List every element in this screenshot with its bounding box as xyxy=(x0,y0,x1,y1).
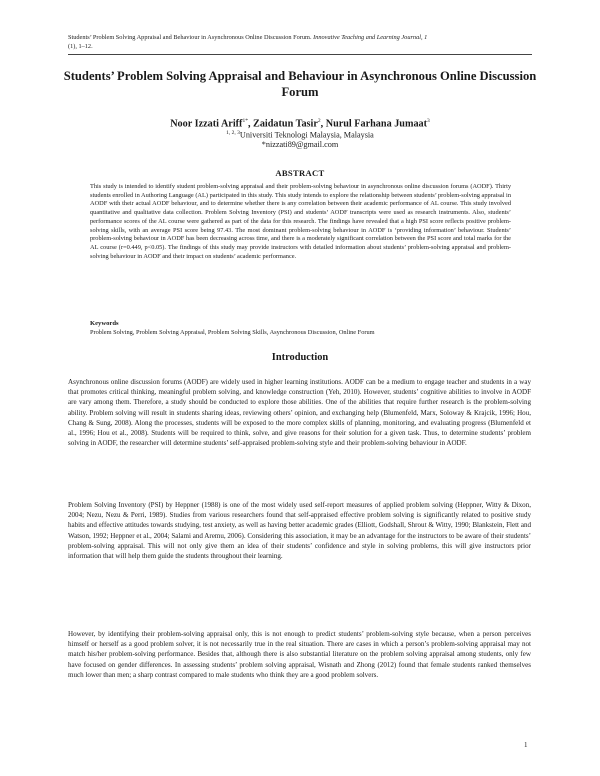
page-number: 1 xyxy=(524,741,528,749)
running-head-volume: , 1 xyxy=(420,34,428,41)
paper-title: Students’ Problem Solving Appraisal and Behaviour in Asynchronous Online Discussion Forum xyxy=(63,69,537,99)
affiliation-text: Universiti Teknologi Malaysia, Malaysia xyxy=(239,130,374,140)
author-superscript: 2 xyxy=(317,118,321,124)
author-name: Zaidatun Tasir xyxy=(253,118,318,130)
header-rule xyxy=(68,54,532,55)
author-list: Noor Izzati Ariff$^{1*}$, Zaidatun Tasir$^2$, Nurul Farhana Jumaat$^3$ xyxy=(170,118,430,130)
running-head-citation: Students’ Problem Solving Appraisal and Behaviour in Asynchronous Online Discussion Forum. xyxy=(68,34,312,41)
author-name: Nurul Farhana Jumaat xyxy=(325,118,428,130)
abstract-heading: ABSTRACT xyxy=(275,168,325,178)
body-paragraph: Problem Solving Inventory (PSI) by Heppner (1988) is one of the most widely used self-report measures of applied problem solving (Heppner, Witty & Dixon, 2004; Nezu, Nezu & Perri, 1989). Studies from various researchers found that self-appraised effective problem solving is significantly related to positive study habits and effective attitudes towards studying, test anxiety, as well as having better academic grades (Elliott, Godshall, Shrout & Witty, 1990; Blankstein, Flett and Watson, 1992; Heppner et al., 2004; Salami and Aremu, 2006). Considering this association, it may be an advantage for the instructors to be aware of their students’ problem-solving appraisal. This will not only give them an idea of their students’ confidence and style in solving problems, this will give instructors prior information that will help them guide the students throughout their learning. xyxy=(68,501,531,561)
keywords-text: Problem Solving, Problem Solving Appraisal, Problem Solving Skills, Asynchronous Discussion, Online Forum xyxy=(90,329,375,336)
author-superscript: 1* xyxy=(242,118,248,124)
introduction-heading: Introduction xyxy=(271,352,329,363)
author-superscript: 3 xyxy=(427,118,430,124)
author-name: Noor Izzati Ariff xyxy=(170,118,243,130)
running-head-issue: (1), 1–12. xyxy=(68,43,93,50)
running-head-journal: Innovative Teaching and Learning Journal xyxy=(313,34,421,41)
affiliation-superscript: 1, 2, 3 xyxy=(226,130,240,136)
corresponding-email: *nizzati89@gmail.com xyxy=(261,140,339,149)
running-head xyxy=(68,33,538,51)
abstract-text: This study is intended to identify student problem-solving appraisal and their problem-solving behaviour in asynchronous online discussion forums (AODF). Thirty students enrolled in Authoring Language (AL) participated in this study. This study intends to explore the relationship between students’ problem-solving appraisal in AODF with their actual AODF behaviour, and to determine whether there is any correlation between their academic performance of AL course. This study involved quantitative and qualitative data collection. Problem Solving Inventory (PSI) and students’ AODF transcripts were used as research instruments. Also, students’ performance scores of the AL course were gathered as part of the data for this research. The findings have revealed that a high PSI score reflects positive problem-solving skills, with an average PSI score being 97.43. The most dominant problem-solving behaviour in AODF is ‘providing information’ behaviour. Students’ problem-solving behaviour in AODF has been decreasing across time, and there is a moderately significant correlation between the PSI score and total marks for the AL course (r=0.449, p<0.05). The findings of this study may provide instructors with detailed information about students’ problem-solving appraisal and problem-solving behaviour in AODF and their impact on students’ academic performance. xyxy=(90,183,511,260)
body-paragraph: However, by identifying their problem-solving appraisal only, this is not enough to predict students’ problem-solving style because, when a person perceives himself or herself as a good problem solver, it is not necessarily true in the real situation. There are cases in which a person’s problem-solving appraisal may not match his/her problem-solving performance. Besides that, although there is also substantial literature on the problem solving appraisal among students, only few have focused on gender differences. In assessing students’ problem solving appraisal, Wisnath and Zhong (2012) found that female students ranked themselves much lower than men; a sharp contrast compared to male students who think they are a good problem solvers. xyxy=(68,630,531,679)
keywords-heading: Keywords xyxy=(90,320,119,327)
body-paragraph: Asynchronous online discussion forums (AODF) are widely used in higher learning institutions. AODF can be a medium to engage teacher and students in a way that promotes critical thinking, meaningful problem solving, and knowledge construction (Yeh, 2010). However, students’ cognitive abilities to involve in AODF are vary among them. Therefore, a study should be conducted to explore those abilities. One of the abilities that require further research is the problem-solving ability. Problem solving will result in students sharing ideas, reviewing others’ opinion, and exchanging help (Blumenfeld, Marx, Soloway & Krajcik, 1996; Hou, Chang & Sung, 2008). Along the processes, students will be exposed to the more complex skills of planning, monitoring, and evaluating progress (Blumenfeld et al., 1996; Hou et al., 2008). Students will be required to think, solve, and give reasons for their solution for a given task. Thus, to determine students’ problem solving in AODF, the researcher will determine students’ self-appraised problem-solving style and their problem-solving behaviour in AODF. xyxy=(68,378,531,448)
